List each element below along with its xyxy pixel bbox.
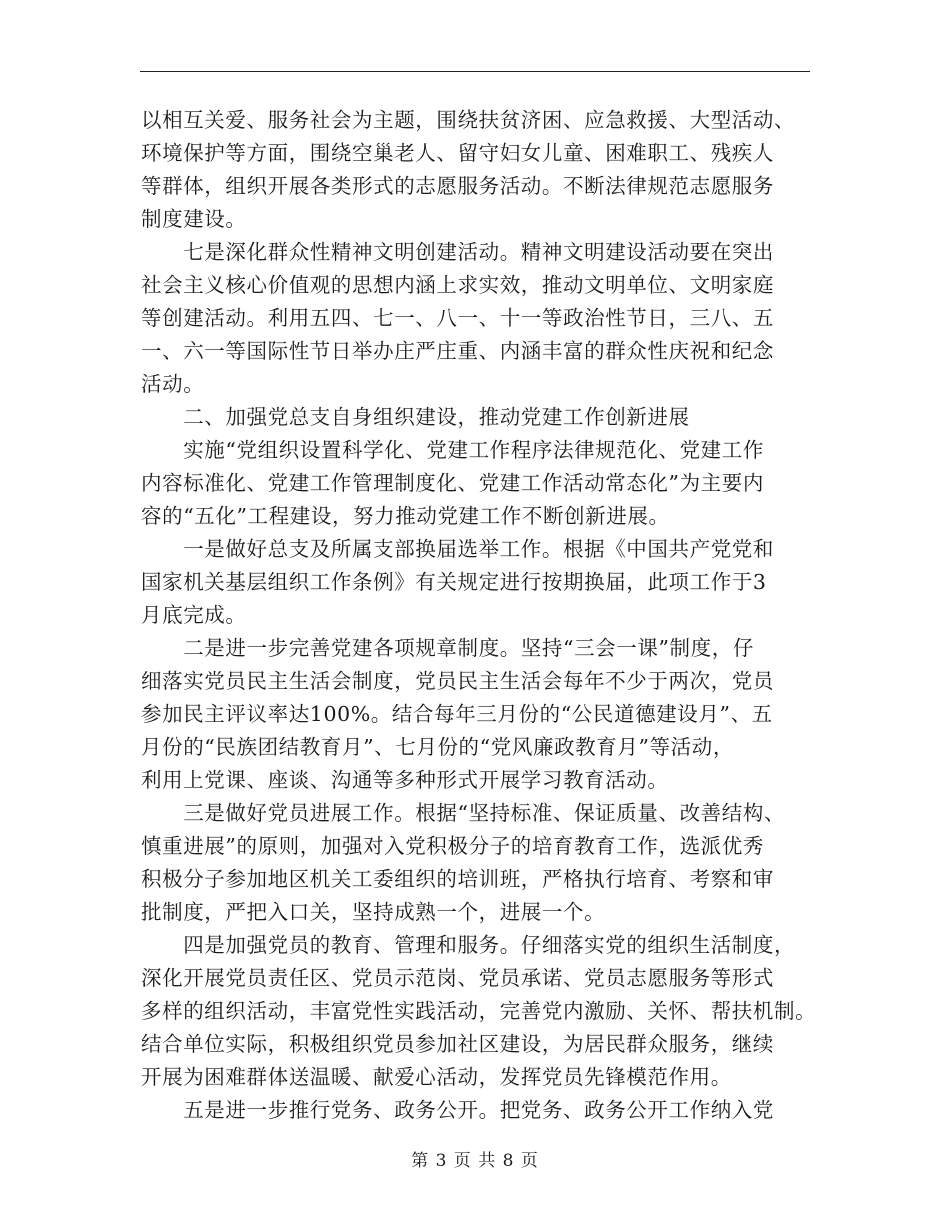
body-line: 环境保护等方面，围绕空巢老人、留守妇女儿童、困难职工、残疾人 [141, 141, 774, 165]
body-line: 利用上党课、座谈、沟通等多种形式开展学习教育活动。 [141, 768, 669, 792]
page-number: 第 3 页 共 8 页 [411, 1151, 539, 1171]
body-line: 内容标准化、党建工作管理制度化、党建工作活动常态化”为主要内 [141, 471, 764, 495]
body-line: 开展为困难群体送温暖、献爱心活动，发挥党员先锋模范作用。 [141, 1065, 732, 1089]
body-line: 活动。 [141, 372, 205, 396]
body-line: 容的“五化”工程建设，努力推动党建工作不断创新进展。 [141, 504, 670, 528]
body-line: 结合单位实际，积极组织党员参加社区建设，为居民群众服务，继续 [141, 1032, 774, 1056]
body-line: 深化开展党员责任区、党员示范岗、党员承诺、党员志愿服务等形式 [141, 966, 774, 990]
body-line: 社会主义核心价值观的思想内涵上求实效，推动文明单位、文明家庭 [141, 273, 774, 297]
body-line: 等群体，组织开展各类形式的志愿服务活动。不断法律规范志愿服务 [141, 174, 774, 198]
body-line: 细落实党员民主生活会制度，党员民主生活会每年不少于两次，党员 [141, 669, 774, 693]
body-line: 七是深化群众性精神文明创建活动。精神文明建设活动要在突出 [141, 240, 774, 264]
body-line: 四是加强党员的教育、管理和服务。仔细落实党的组织生活制度， [141, 933, 796, 957]
body-line: 积极分子参加地区机关工委组织的培训班，严格执行培育、考察和审 [141, 867, 774, 891]
body-line: 多样的组织活动，丰富党性实践活动，完善党内激励、关怀、帮扶机制。 [141, 999, 817, 1023]
body-line: 等创建活动。利用五四、七一、八一、十一等政治性节日，三八、五 [141, 306, 774, 330]
body-line: 一、六一等国际性节日举办庄严庄重、内涵丰富的群众性庆祝和纪念 [141, 339, 774, 363]
section-heading: 二、加强党总支自身组织建设，推动党建工作创新进展 [141, 405, 690, 429]
header-rule [140, 71, 810, 72]
body-line: 批制度，严把入口关，坚持成熟一个，进展一个。 [141, 900, 606, 924]
body-line: 参加民主评议率达100%。结合每年三月份的“公民道德建设月”、五 [141, 702, 773, 726]
body-line: 国家机关基层组织工作条例》有关规定进行按期换届，此项工作于3 [141, 570, 767, 594]
body-line: 制度建设。 [141, 207, 247, 231]
body-line: 慎重进展”的原则，加强对入党积极分子的培育教育工作，选派优秀 [141, 834, 764, 858]
body-line: 一是做好总支及所属支部换届选举工作。根据《中国共产党党和 [141, 537, 774, 561]
body-line: 三是做好党员进展工作。根据“坚持标准、保证质量、改善结构、 [141, 801, 786, 825]
body-line: 五是进一步推行党务、政务公开。把党务、政务公开工作纳入党 [141, 1098, 774, 1122]
body-line: 月份的“民族团结教育月”、七月份的“党风廉政教育月”等活动， [141, 735, 734, 759]
body-line: 二是进一步完善党建各项规章制度。坚持“三会一课”制度，仔 [141, 636, 754, 660]
body-line: 以相互关爱、服务社会为主题，围绕扶贫济困、应急救援、大型活动、 [141, 108, 796, 132]
body-line: 月底完成。 [141, 603, 247, 627]
body-line: 实施“党组织设置科学化、党建工作程序法律规范化、党建工作 [141, 438, 764, 462]
